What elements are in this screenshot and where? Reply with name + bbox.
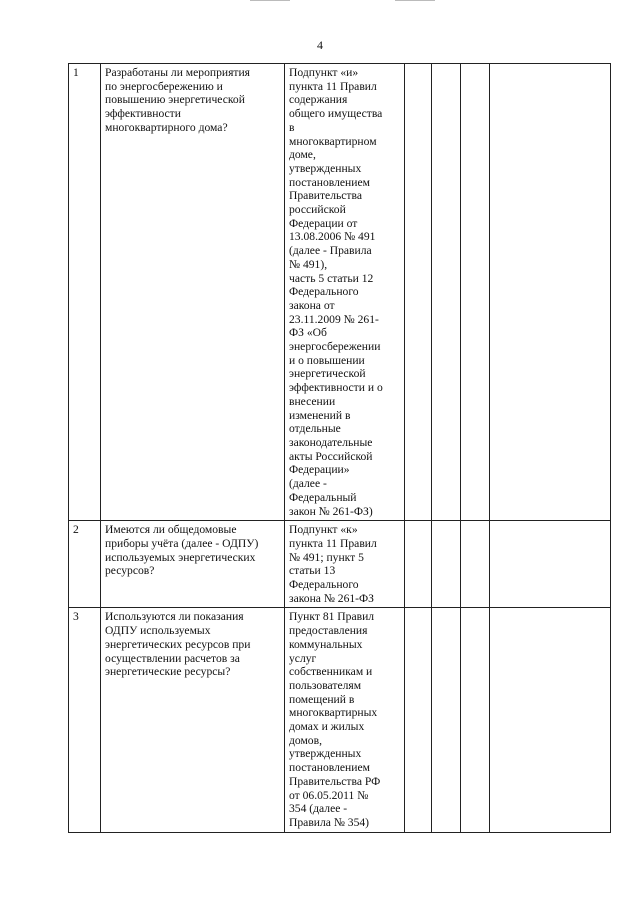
text-line: многоквартирных: [289, 706, 378, 720]
text-line: российской: [289, 203, 346, 217]
text-line: 23.11.2009 № 261-: [289, 312, 379, 326]
text-line: изменений в: [289, 408, 351, 422]
legal-basis-cell: [285, 64, 405, 521]
text-line: эффективности: [105, 107, 181, 121]
text-line: закон № 261-ФЗ): [289, 504, 373, 518]
text-line: пункта 11 Правил: [289, 79, 377, 93]
text-line: законодательные: [289, 435, 373, 449]
text-line: по энергосбережению и: [105, 79, 223, 93]
legal-basis-cell: [285, 608, 405, 832]
text-line: повышению энергетической: [105, 93, 245, 107]
text-line: многоквартирного дома?: [105, 120, 228, 134]
text-line: ФЗ «Об: [289, 326, 327, 340]
text-line: помещений в: [289, 692, 355, 706]
text-line: энергосбережении: [289, 340, 381, 354]
answer-yes-cell: [405, 521, 432, 608]
text-line: пункта 11 Правил: [289, 536, 377, 550]
notes-cell: [490, 64, 611, 521]
text-line: осуществлении расчетов за: [105, 651, 240, 665]
row-number: 3: [69, 608, 101, 832]
text-line: закона от: [289, 298, 335, 312]
text-line: ОДПУ используемых: [105, 624, 211, 638]
text-line: Федерального: [289, 578, 359, 592]
row-number: 2: [69, 521, 101, 608]
text-line: услуг: [289, 651, 317, 665]
answer-no-cell: [432, 64, 461, 521]
answer-not-applicable-cell: [461, 608, 490, 832]
text-line: Используются ли показания: [105, 610, 244, 624]
question-cell: [101, 64, 285, 521]
text-line: утвержденных: [289, 747, 362, 761]
text-line: собственникам и: [289, 665, 373, 679]
text-line: и о повышении: [289, 353, 365, 367]
answer-yes-cell: [405, 64, 432, 521]
text-line: от 06.05.2011 №: [289, 788, 369, 802]
text-line: в: [289, 120, 295, 134]
text-line: приборы учёта (далее - ОДПУ): [105, 536, 259, 550]
text-line: постановлением: [289, 175, 370, 189]
text-line: пользователям: [289, 678, 362, 692]
answer-no-cell: [432, 521, 461, 608]
text-line: Имеются ли общедомовые: [105, 523, 237, 537]
text-line: Подпункт «к»: [289, 523, 358, 537]
question-cell: [101, 521, 285, 608]
text-line: Пункт 81 Правил: [289, 610, 375, 624]
text-line: предоставления: [289, 624, 368, 638]
notes-cell: [490, 608, 611, 832]
text-line: Федерации от: [289, 216, 358, 230]
answer-yes-cell: [405, 608, 432, 832]
text-line: статьи 13: [289, 564, 336, 578]
legal-basis-cell: [285, 521, 405, 608]
text-line: Федерального: [289, 285, 359, 299]
text-line: домов,: [289, 733, 322, 747]
text-line: коммунальных: [289, 637, 363, 651]
answer-no-cell: [432, 608, 461, 832]
text-line: эффективности и о: [289, 381, 383, 395]
text-line: № 491; пункт 5: [289, 550, 364, 564]
text-line: Правительства РФ: [289, 774, 381, 788]
text-line: Правила № 354): [289, 815, 370, 829]
text-line: № 491),: [289, 257, 328, 271]
text-line: ресурсов?: [105, 564, 155, 578]
text-line: Разработаны ли мероприятия: [105, 66, 251, 79]
text-line: энергетические ресурсы?: [105, 665, 231, 679]
question-cell: [101, 608, 285, 832]
page-number: 4: [317, 38, 323, 52]
text-line: постановлением: [289, 761, 370, 775]
checklist-table: [68, 63, 611, 833]
text-line: энергетической: [289, 367, 366, 381]
text-line: Федерации»: [289, 463, 350, 477]
text-line: часть 5 статьи 12: [289, 271, 374, 285]
table-row: [69, 608, 611, 832]
text-line: энергетических ресурсов при: [105, 637, 251, 651]
text-line: Подпункт «и»: [289, 66, 359, 79]
text-line: (далее - Правила: [289, 244, 372, 258]
text-line: доме,: [289, 148, 316, 162]
text-line: утвержденных: [289, 161, 362, 175]
text-line: Федеральный: [289, 490, 357, 504]
answer-not-applicable-cell: [461, 64, 490, 521]
text-line: акты Российской: [289, 449, 373, 463]
text-line: 13.08.2006 № 491: [289, 230, 376, 244]
text-line: содержания: [289, 93, 348, 107]
table-row: [69, 64, 611, 521]
text-line: закона № 261-ФЗ: [289, 591, 374, 605]
text-line: многоквартирном: [289, 134, 377, 148]
text-line: отдельные: [289, 422, 341, 436]
scan-edge-mark: [395, 0, 435, 4]
text-line: (далее -: [289, 477, 327, 491]
text-line: Правительства: [289, 189, 362, 203]
text-line: общего имущества: [289, 107, 383, 121]
notes-cell: [490, 521, 611, 608]
answer-not-applicable-cell: [461, 521, 490, 608]
text-line: 354 (далее -: [289, 802, 348, 816]
text-line: используемых энергетических: [105, 550, 256, 564]
table-row: [69, 521, 611, 608]
text-line: домах и жилых: [289, 720, 365, 734]
text-line: внесении: [289, 394, 336, 408]
row-number: 1: [69, 64, 101, 521]
scan-edge-mark: [250, 0, 290, 4]
